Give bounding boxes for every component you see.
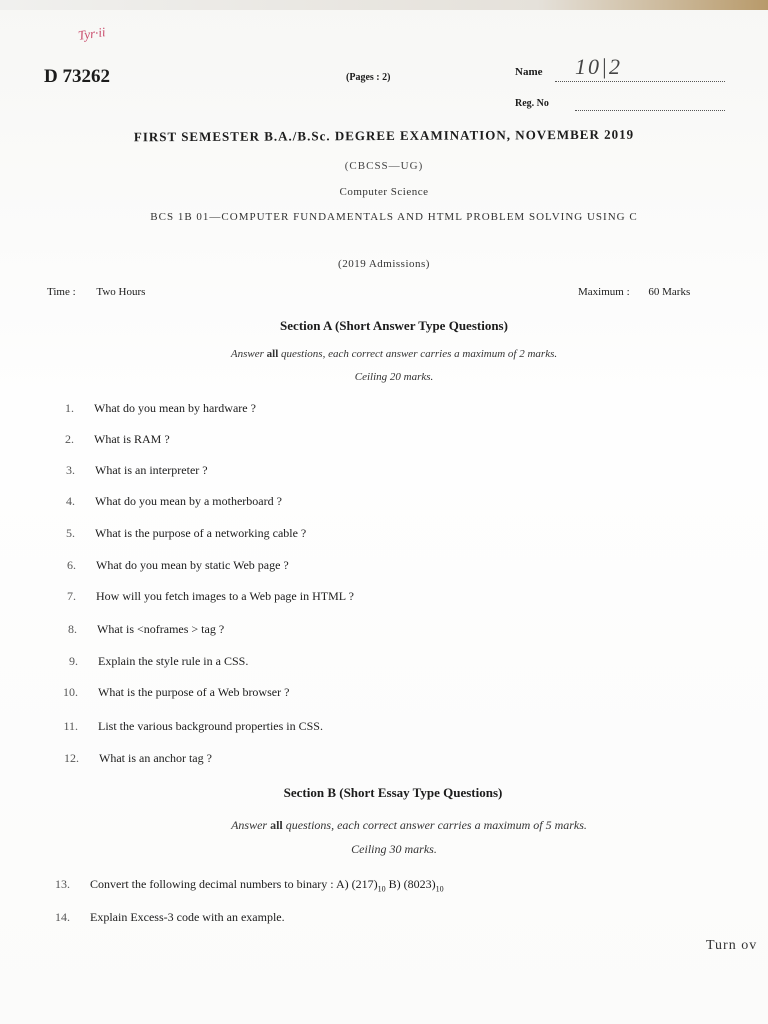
question-text: What is an anchor tag ? <box>99 751 212 765</box>
instruction-bold: all <box>270 818 283 832</box>
question-item <box>40 877 444 893</box>
question-text: What is RAM ? <box>94 432 170 446</box>
question-item <box>48 719 323 734</box>
name-underline <box>555 81 725 82</box>
page-count: (Pages : 2) <box>346 72 391 83</box>
question-number: 9. <box>69 654 78 668</box>
section-b-ceiling: Ceiling 30 marks. <box>351 842 437 856</box>
max-label: Maximum : <box>578 286 630 298</box>
question-item <box>45 463 208 478</box>
instruction-text: questions, each correct answer carries a maximum of 5 marks. <box>282 818 587 832</box>
question-item <box>40 910 285 925</box>
paper-title: BCS 1B 01—COMPUTER FUNDAMENTALS AND HTML PROBLEM SOLVING USING C <box>150 211 638 223</box>
section-a-ceiling: Ceiling 20 marks. <box>354 371 434 383</box>
question-number: 8. <box>68 622 77 636</box>
section-b-title: Section B (Short Essay Type Questions) <box>283 785 503 800</box>
question-text: What do you mean by a motherboard ? <box>95 494 282 508</box>
handwritten-note: Tyr·ii <box>77 24 107 43</box>
question-number: 10. <box>63 685 78 699</box>
question-item <box>46 558 289 573</box>
question-item <box>45 526 306 541</box>
question-number: 3. <box>66 463 75 477</box>
question-number: 6. <box>67 558 76 572</box>
question-item <box>48 654 248 669</box>
question-number: 12. <box>64 751 79 765</box>
section-a-instruction <box>0 348 768 360</box>
question-item <box>49 751 212 766</box>
question-item <box>44 432 170 447</box>
instruction-text: Answer <box>231 818 271 832</box>
question-text: What do you mean by hardware ? <box>94 401 256 415</box>
question-text: What is <noframes > tag ? <box>97 622 225 636</box>
time-label: Time : <box>47 286 76 298</box>
question-item <box>45 494 282 509</box>
question-text: What is the purpose of a networking cable ? <box>95 526 307 540</box>
instruction-text: questions, each correct answer carries a maximum of 2 marks. <box>278 348 558 360</box>
reg-no-field <box>515 98 725 112</box>
turn-over-note: Turn ov <box>706 938 758 953</box>
question-number: 5. <box>66 526 75 540</box>
admission-year: (2019 Admissions) <box>338 258 430 270</box>
name-label: Name <box>515 66 543 78</box>
question-item <box>47 622 224 637</box>
question-text-part: Convert the following decimal numbers to binary : A) (217) <box>90 877 378 891</box>
name-field <box>515 54 725 82</box>
name-value: 10|2 <box>575 54 623 79</box>
section-a-title: Section A (Short Answer Type Questions) <box>280 318 508 333</box>
question-text <box>90 877 444 894</box>
question-item <box>48 685 289 700</box>
question-item <box>44 401 256 416</box>
question-number: 2. <box>65 432 74 446</box>
question-number: 7. <box>67 589 76 603</box>
question-number: 11. <box>63 719 78 733</box>
exam-subject: Computer Science <box>339 186 429 198</box>
question-text-part: B) (8023) <box>385 877 436 891</box>
question-number: 4. <box>66 494 75 508</box>
question-number: 13. <box>55 877 70 891</box>
reg-underline <box>575 110 725 111</box>
max-marks-info <box>578 286 690 298</box>
paper-code: D 73262 <box>44 66 110 87</box>
instruction-bold: all <box>266 348 279 360</box>
subscript: 10 <box>435 884 444 894</box>
question-item <box>46 589 354 604</box>
time-info <box>47 286 145 298</box>
exam-title: FIRST SEMESTER B.A./B.Sc. DEGREE EXAMINATION, NOVEMBER 2019 <box>133 126 635 145</box>
question-number: 1. <box>65 401 74 415</box>
question-number: 14. <box>55 910 70 924</box>
question-text: Explain Excess-3 code with an example. <box>90 910 285 924</box>
question-text: What do you mean by static Web page ? <box>96 558 289 572</box>
question-text: List the various background properties in CSS. <box>98 719 323 733</box>
question-text: Explain the style rule in a CSS. <box>98 654 249 668</box>
instruction-text: Answer <box>230 348 267 360</box>
question-text: What is an interpreter ? <box>95 463 208 477</box>
max-value: 60 Marks <box>648 286 691 298</box>
subscript: 10 <box>377 884 386 894</box>
exam-scheme: (CBCSS—UG) <box>344 160 424 172</box>
section-b-instruction <box>0 818 768 833</box>
reg-label: Reg. No <box>515 98 549 109</box>
question-text: What is the purpose of a Web browser ? <box>98 685 290 699</box>
page-edge <box>0 0 768 10</box>
time-value: Two Hours <box>96 286 146 298</box>
question-text: How will you fetch images to a Web page in HTML ? <box>96 589 354 603</box>
